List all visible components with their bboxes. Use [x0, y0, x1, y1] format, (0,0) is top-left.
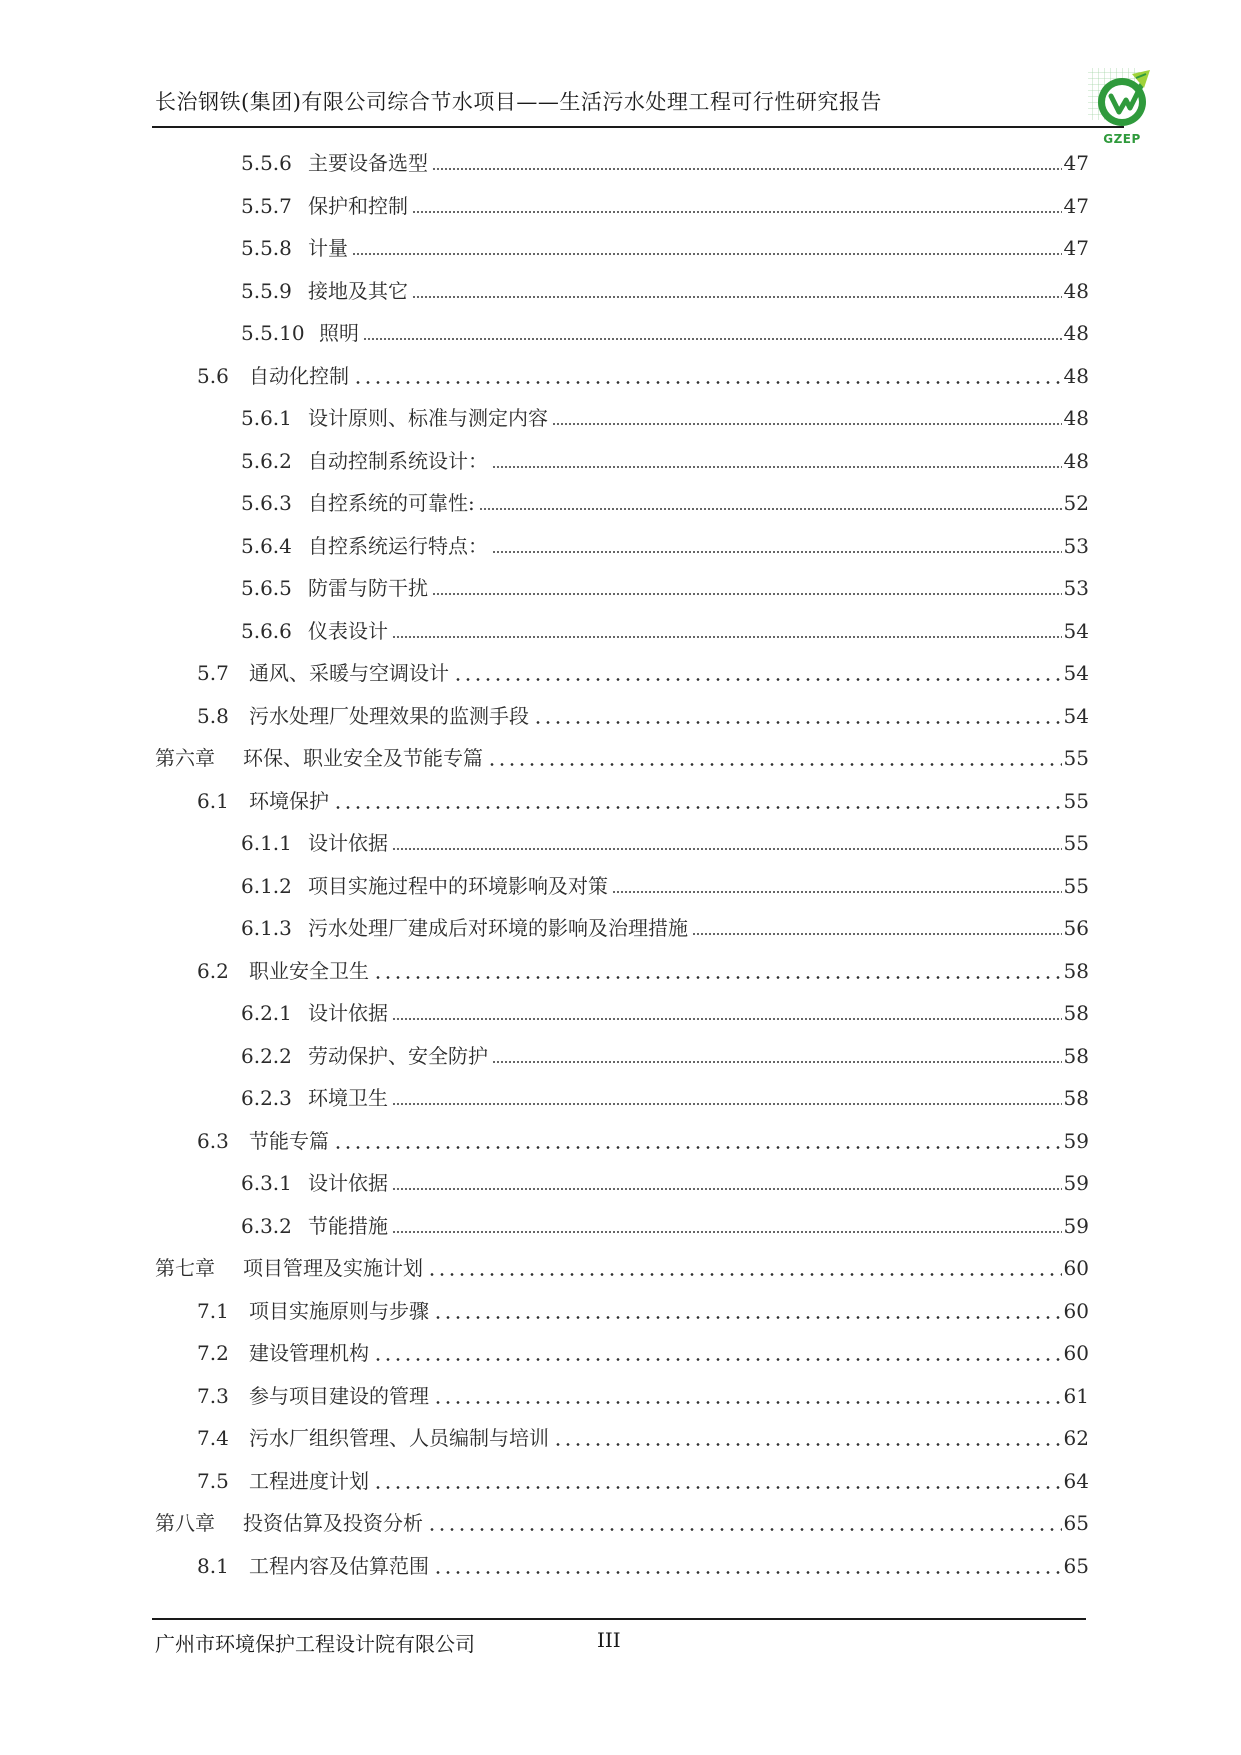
toc-entry-page: 55 — [1063, 831, 1089, 855]
toc-entry-title: 项目实施原则与步骤 — [249, 1299, 429, 1323]
toc-entry-number: 5.6.4 — [241, 534, 292, 558]
toc-entry-number: 5.5.6 — [241, 151, 292, 175]
toc-entry-page: 56 — [1063, 916, 1089, 940]
toc-leader-dots — [412, 278, 1062, 304]
toc-entry[interactable] — [241, 146, 1089, 176]
toc-entry[interactable] — [241, 911, 1089, 941]
toc-entry[interactable] — [241, 996, 1089, 1026]
toc-entry-number: 5.8 — [197, 704, 229, 728]
toc-entry-number: 5.6.3 — [241, 491, 292, 515]
toc-entry-number: 6.1 — [197, 789, 229, 813]
toc-entry-number: 6.1.3 — [241, 916, 292, 940]
toc-entry-page: 48 — [1063, 406, 1089, 430]
toc-entry[interactable] — [241, 316, 1089, 346]
toc-entry-title: 参与项目建设的管理 — [249, 1384, 429, 1408]
toc-leader-dots — [433, 1553, 1062, 1579]
toc-entry-page: 60 — [1063, 1256, 1089, 1280]
toc-entry-number: 5.5.7 — [241, 194, 292, 218]
toc-entry[interactable] — [241, 274, 1089, 304]
toc-entry-title: 自控系统的可靠性: — [308, 491, 475, 515]
toc-leader-dots — [392, 1213, 1062, 1239]
toc-entry[interactable] — [241, 869, 1089, 899]
toc-entry-page: 65 — [1063, 1511, 1089, 1535]
toc-entry-page: 48 — [1063, 279, 1089, 303]
toc-entry-page: 60 — [1063, 1341, 1089, 1365]
toc-entry-title: 设计依据 — [308, 1171, 388, 1195]
toc-entry[interactable] — [155, 741, 1089, 771]
toc-entry[interactable] — [197, 1336, 1089, 1366]
toc-leader-dots — [427, 1255, 1062, 1281]
toc-entry-page: 47 — [1063, 194, 1089, 218]
toc-entry[interactable] — [241, 486, 1089, 516]
toc-entry[interactable] — [197, 656, 1089, 686]
toc-leader-dots — [392, 1170, 1062, 1196]
toc-entry-title: 环保、职业安全及节能专篇 — [243, 746, 483, 770]
toc-entry-title: 污水处理厂建成后对环境的影响及治理措施 — [308, 916, 688, 940]
toc-entry-number: 6.2.2 — [241, 1044, 292, 1068]
toc-leader-dots — [352, 235, 1062, 261]
toc-entry-title: 接地及其它 — [308, 279, 408, 303]
toc-leader-dots — [333, 1128, 1062, 1154]
toc-entry-page: 61 — [1063, 1384, 1089, 1408]
toc-leader-dots — [492, 1043, 1062, 1069]
toc-entry-title: 投资估算及投资分析 — [243, 1511, 423, 1535]
toc-entry-title: 工程进度计划 — [249, 1469, 369, 1493]
toc-entry-number: 6.3.1 — [241, 1171, 292, 1195]
toc-entry[interactable] — [197, 359, 1089, 389]
toc-entry-page: 60 — [1063, 1299, 1089, 1323]
toc-entry[interactable] — [155, 1251, 1089, 1281]
toc-entry-title: 项目管理及实施计划 — [243, 1256, 423, 1280]
toc-leader-dots — [553, 1425, 1062, 1451]
toc-entry-title: 计量 — [308, 236, 348, 260]
toc-entry[interactable] — [241, 1081, 1089, 1111]
toc-entry[interactable] — [241, 189, 1089, 219]
toc-entry-page: 55 — [1063, 874, 1089, 898]
toc-entry[interactable] — [241, 231, 1089, 261]
toc-entry[interactable] — [241, 1039, 1089, 1069]
toc-entry-title: 劳动保护、安全防护 — [308, 1044, 488, 1068]
toc-entry-number: 6.2 — [197, 959, 229, 983]
toc-entry[interactable] — [197, 1421, 1089, 1451]
toc-entry-page: 52 — [1063, 491, 1089, 515]
toc-entry-title: 防雷与防干扰 — [308, 576, 428, 600]
toc-entry[interactable] — [241, 529, 1089, 559]
toc-entry-number: 第六章 — [155, 746, 215, 770]
toc-entry-page: 48 — [1063, 364, 1089, 388]
toc-entry-number: 第七章 — [155, 1256, 215, 1280]
toc-leader-dots — [432, 575, 1062, 601]
toc-entry-title: 环境保护 — [249, 789, 329, 813]
toc-leader-dots — [492, 533, 1062, 559]
toc-leader-dots — [487, 745, 1062, 771]
toc-entry-page: 59 — [1063, 1129, 1089, 1153]
toc-entry-page: 62 — [1063, 1426, 1089, 1450]
toc-leader-dots — [612, 873, 1062, 899]
gzep-logo — [1086, 66, 1158, 148]
toc-entry-title: 设计依据 — [308, 1001, 388, 1025]
toc-entry-page: 58 — [1063, 1044, 1089, 1068]
toc-entry-number: 5.6.2 — [241, 449, 292, 473]
toc-entry-page: 58 — [1063, 959, 1089, 983]
toc-leader-dots — [353, 363, 1062, 389]
toc-leader-dots — [552, 405, 1062, 431]
toc-leader-dots — [412, 193, 1062, 219]
toc-entry-title: 职业安全卫生 — [249, 959, 369, 983]
toc-entry-title: 自动控制系统设计： — [308, 449, 488, 473]
toc-leader-dots — [427, 1510, 1062, 1536]
toc-entry-page: 54 — [1063, 619, 1089, 643]
toc-entry-page: 59 — [1063, 1171, 1089, 1195]
toc-leader-dots — [373, 1468, 1062, 1494]
toc-entry-page: 48 — [1063, 449, 1089, 473]
toc-entry[interactable] — [197, 1379, 1089, 1409]
toc-entry-number: 6.1.1 — [241, 831, 292, 855]
toc-entry-page: 47 — [1063, 151, 1089, 175]
toc-entry[interactable] — [241, 1209, 1089, 1239]
footer-divider — [152, 1618, 1086, 1620]
toc-entry[interactable] — [197, 784, 1089, 814]
toc-entry-title: 自动化控制 — [249, 364, 349, 388]
logo-text: GZEP — [1103, 132, 1141, 146]
toc-entry-number: 7.3 — [197, 1384, 229, 1408]
toc-entry-number: 5.6.5 — [241, 576, 292, 600]
toc-entry-page: 65 — [1063, 1554, 1089, 1578]
toc-leader-dots — [692, 915, 1062, 941]
toc-entry-page: 54 — [1063, 704, 1089, 728]
toc-leader-dots — [333, 788, 1062, 814]
toc-entry-number: 5.5.9 — [241, 279, 292, 303]
toc-entry-title: 主要设备选型 — [308, 151, 428, 175]
toc-entry-page: 53 — [1063, 576, 1089, 600]
toc-entry-number: 5.6.6 — [241, 619, 292, 643]
toc-entry-title: 节能措施 — [308, 1214, 388, 1238]
toc-leader-dots — [392, 830, 1062, 856]
toc-entry-title: 通风、采暖与空调设计 — [249, 661, 449, 685]
toc-entry[interactable] — [241, 571, 1089, 601]
toc-entry[interactable] — [197, 1294, 1089, 1324]
toc-entry[interactable] — [197, 954, 1089, 984]
toc-entry-title: 污水处理厂处理效果的监测手段 — [249, 704, 529, 728]
toc-entry-number: 第八章 — [155, 1511, 215, 1535]
toc-entry-number: 6.2.3 — [241, 1086, 292, 1110]
toc-leader-dots — [392, 1085, 1062, 1111]
toc-entry-number: 6.1.2 — [241, 874, 292, 898]
gzep-logo-icon — [1086, 66, 1158, 132]
toc-entry-number: 7.1 — [197, 1299, 229, 1323]
toc-entry-page: 59 — [1063, 1214, 1089, 1238]
toc-entry-number: 7.2 — [197, 1341, 229, 1365]
toc-entry-title: 设计依据 — [308, 831, 388, 855]
toc-leader-dots — [433, 1383, 1062, 1409]
toc-entry-page: 58 — [1063, 1086, 1089, 1110]
toc-entry-number: 5.7 — [197, 661, 229, 685]
toc-entry-number: 5.5.8 — [241, 236, 292, 260]
toc-entry-number: 6.3.2 — [241, 1214, 292, 1238]
footer-company-name: 广州市环境保护工程设计院有限公司 — [155, 1632, 475, 1656]
toc-entry-title: 污水厂组织管理、人员编制与培训 — [249, 1426, 549, 1450]
toc-leader-dots — [432, 150, 1062, 176]
toc-entry[interactable] — [241, 444, 1089, 474]
toc-entry-page: 64 — [1063, 1469, 1089, 1493]
toc-entry[interactable] — [241, 614, 1089, 644]
toc-entry-number: 5.6.1 — [241, 406, 292, 430]
toc-entry-number: 8.1 — [197, 1554, 229, 1578]
toc-entry-number: 7.4 — [197, 1426, 229, 1450]
toc-entry-title: 工程内容及估算范围 — [249, 1554, 429, 1578]
toc-leader-dots — [373, 958, 1062, 984]
toc-entry-title: 照明 — [319, 321, 359, 345]
toc-entry-page: 55 — [1063, 789, 1089, 813]
toc-entry-page: 53 — [1063, 534, 1089, 558]
toc-entry[interactable] — [197, 1464, 1089, 1494]
toc-entry-title: 设计原则、标准与测定内容 — [308, 406, 548, 430]
toc-leader-dots — [492, 448, 1062, 474]
toc-leader-dots — [433, 1298, 1062, 1324]
toc-leader-dots — [533, 703, 1062, 729]
toc-entry[interactable] — [241, 826, 1089, 856]
toc-entry-title: 仪表设计 — [308, 619, 388, 643]
toc-entry-page: 58 — [1063, 1001, 1089, 1025]
toc-entry[interactable] — [197, 699, 1089, 729]
toc-leader-dots — [453, 660, 1062, 686]
toc-entry-title: 建设管理机构 — [249, 1341, 369, 1365]
toc-entry-page: 54 — [1063, 661, 1089, 685]
toc-leader-dots — [373, 1340, 1062, 1366]
toc-entry-title: 环境卫生 — [308, 1086, 388, 1110]
toc-entry-title: 自控系统运行特点： — [308, 534, 488, 558]
toc-entry-number: 6.2.1 — [241, 1001, 292, 1025]
toc-entry[interactable] — [155, 1506, 1089, 1536]
toc-entry[interactable] — [197, 1549, 1089, 1579]
toc-entry[interactable] — [241, 401, 1089, 431]
toc-leader-dots — [363, 320, 1062, 346]
toc-leader-dots — [392, 618, 1062, 644]
toc-entry[interactable] — [197, 1124, 1089, 1154]
toc-entry-title: 项目实施过程中的环境影响及对策 — [308, 874, 608, 898]
header-divider — [152, 126, 1124, 128]
toc-entry-number: 6.3 — [197, 1129, 229, 1153]
toc-leader-dots — [479, 490, 1062, 516]
toc-entry-page: 47 — [1063, 236, 1089, 260]
toc-entry-page: 55 — [1063, 746, 1089, 770]
page-number: III — [597, 1628, 621, 1652]
toc-entry-number: 5.5.10 — [241, 321, 305, 345]
toc-entry-title: 节能专篇 — [249, 1129, 329, 1153]
toc-entry-number: 7.5 — [197, 1469, 229, 1493]
toc-entry-title: 保护和控制 — [308, 194, 408, 218]
toc-entry-page: 48 — [1063, 321, 1089, 345]
document-title: 长治钢铁(集团)有限公司综合节水项目——生活污水处理工程可行性研究报告 — [155, 90, 882, 114]
toc-leader-dots — [392, 1000, 1062, 1026]
toc-entry-number: 5.6 — [197, 364, 229, 388]
toc-entry[interactable] — [241, 1166, 1089, 1196]
